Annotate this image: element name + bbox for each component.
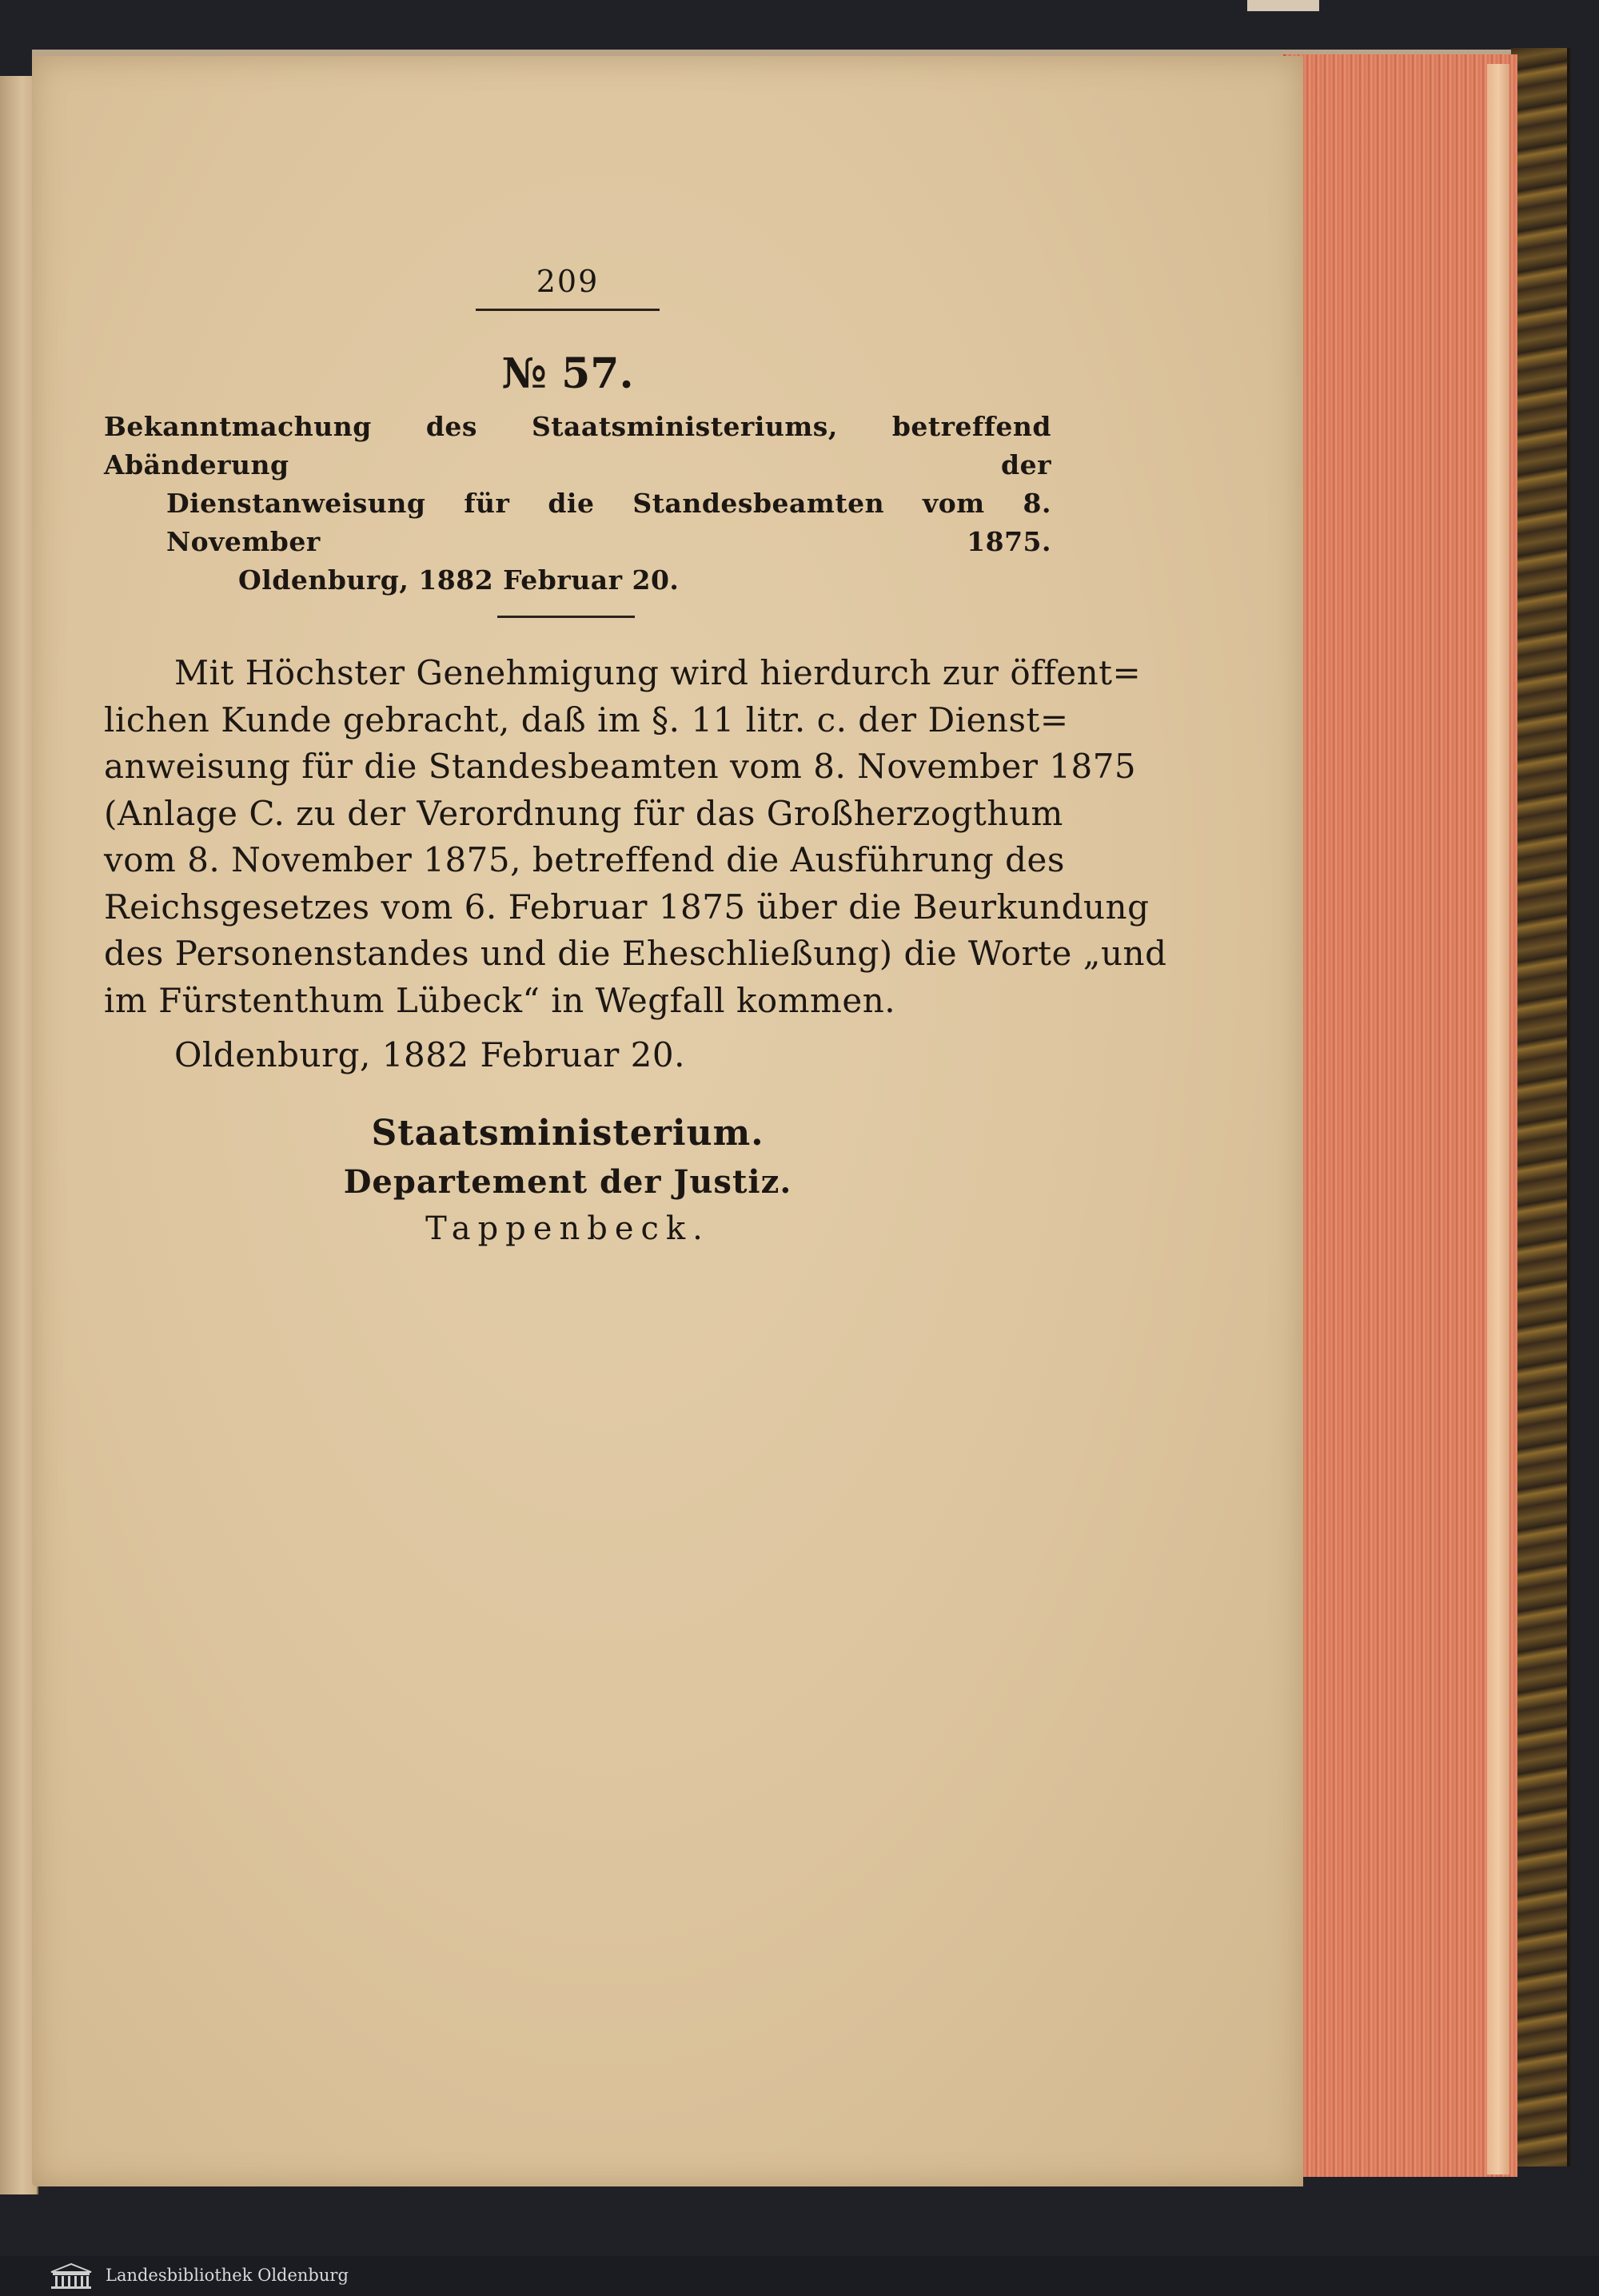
signature-department: Departement der Justiz. xyxy=(343,1163,792,1201)
page-number: 209 xyxy=(536,264,600,299)
body-line: (Anlage C. zu der Verordnung für das Großherzogthum xyxy=(104,793,1063,833)
body-line: Mit Höchster Genehmigung wird hierdurch zur öffent= xyxy=(174,653,1142,692)
date-line: Oldenburg, 1882 Februar 20. xyxy=(174,1035,685,1074)
page-block-edges xyxy=(1283,54,1517,2177)
page-block-inner-edge xyxy=(1487,64,1509,2174)
body-line: anweisung für die Standesbeamten vom 8. November 1875 xyxy=(104,747,1137,786)
document-number: № 57. xyxy=(501,349,634,398)
heading-line: Dienstanweisung für die Standesbeamten vom 8. November 1875. xyxy=(166,488,1051,557)
signature-name: Tappenbeck. xyxy=(425,1210,710,1247)
body-line: vom 8. November 1875, betreffend die Ausführung des xyxy=(104,840,1065,879)
signature-ministry: Staatsministerium. xyxy=(371,1113,764,1154)
body-line: lichen Kunde gebracht, daß im §. 11 litr. c. der Dienst= xyxy=(104,700,1069,739)
document-heading xyxy=(104,408,1051,600)
body-line: des Personenstandes und die Eheschließung) die Worte „und xyxy=(104,934,1167,973)
heading-line: Bekanntmachung des Staatsministeriums, betreffend Abänderung der xyxy=(104,411,1051,480)
marbled-cover xyxy=(1511,48,1570,2166)
heading-line: Oldenburg, 1882 Februar 20. xyxy=(238,564,680,596)
heading-rule xyxy=(497,616,635,618)
body-line: im Fürstenthum Lübeck“ in Wegfall kommen. xyxy=(104,980,896,1020)
library-building-icon xyxy=(48,2262,94,2290)
page-number-rule xyxy=(476,309,660,311)
body-line: Reichsgesetzes vom 6. Februar 1875 über die Beurkundung xyxy=(104,887,1150,927)
page-text xyxy=(104,264,1167,1247)
body-paragraph xyxy=(104,650,1167,1024)
paper-scrap xyxy=(1247,0,1319,11)
library-name: Landesbibliothek Oldenburg xyxy=(106,2266,349,2285)
